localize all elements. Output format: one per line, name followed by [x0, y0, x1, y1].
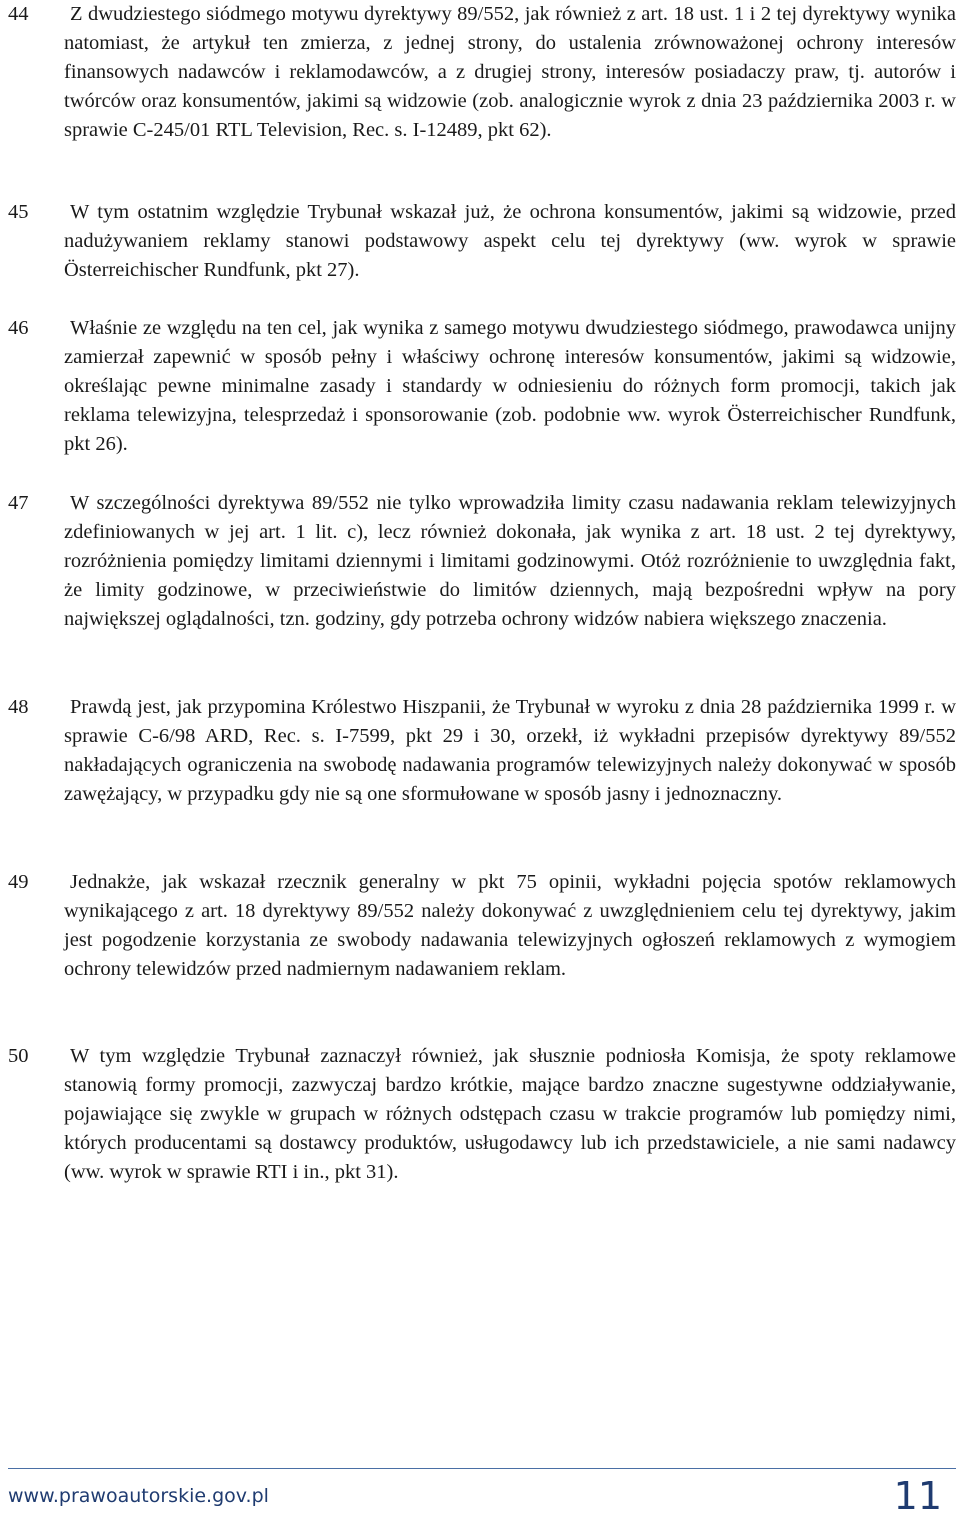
paragraph-number: 48: [8, 696, 29, 718]
paragraph-text: W szczególności dyrektywa 89/552 nie tylko wprowadziła limity czasu nadawania reklam telewizyjnych zdefiniowanych w jej art. 1 lit. c), lecz również dokonała, jak wynika z art. 18 ust. 2 tej dyrektywy, rozróżnienia pomiędzy limitami dziennymi i limitami godzinowymi. Otóż rozróżnienie to uwzględnia fakt, że limity godzinowe, w przeciwieństwie do limitów dziennych, mają bezpośredni wpływ na pory największej oglądalności, tzn. godziny, gdy potrzeba ochrony widzów nabiera większego znaczenia.: [64, 492, 956, 630]
paragraph-number: 45: [8, 201, 29, 223]
paragraph-number: 47: [8, 492, 29, 514]
paragraph-text: Jednakże, jak wskazał rzecznik generalny w pkt 75 opinii, wykładni pojęcia spotów reklamowych wynikającego z art. 18 dyrektywy 89/552 należy dokonywać z uwzględnieniem celu tej dyrektywy, jakim jest pogodzenie korzystania ze swobody nadawania telewizyjnych ogłoszeń reklamowych z wymogiem ochrony telewidzów przed nadmiernym nadawaniem reklam.: [64, 871, 956, 980]
footer-url: www.prawoautorskie.gov.pl: [8, 1485, 269, 1507]
paragraph-number: 49: [8, 871, 29, 893]
paragraph-number: 44: [8, 3, 29, 25]
paragraph-text: Z dwudziestego siódmego motywu dyrektywy 89/552, jak również z art. 18 ust. 1 i 2 tej dyrektywy wynika natomiast, że artykuł ten zmierza, z jednej strony, do ustalenia zrównoważonej ochrony interesów finansowych nadawców i reklamodawców, a z drugiej strony, interesów posiadaczy praw, tj. autorów i twórców oraz konsumentów, jakimi są widzowie (zob. analogicznie wyrok z dnia 23 października 2003 r. w sprawie C-245/01 RTL Television, Rec. s. I-12489, pkt 62).: [64, 3, 956, 141]
paragraph-number: 46: [8, 317, 29, 339]
paragraph-text: W tym względzie Trybunał zaznaczył również, jak słusznie podniosła Komisja, że spoty reklamowe stanowią formy promocji, zazwyczaj bardzo krótkie, mające bardzo znaczne sugestywne oddziaływanie, pojawiające się zwykle w grupach w różnych odstępach czasu w trakcie programów lub pomiędzy nimi, których producentami są dostawcy produktów, usługodawcy lub ich przedstawiciele, a nie sami nadawcy (ww. wyrok w sprawie RTI i in., pkt 31).: [64, 1045, 956, 1183]
paragraph-number: 50: [8, 1045, 29, 1067]
page-number: 11: [893, 1474, 942, 1518]
paragraph-text: W tym ostatnim względzie Trybunał wskazał już, że ochrona konsumentów, jakimi są widzowie, przed nadużywaniem reklamy stanowi podstawowy aspekt celu tej dyrektywy (ww. wyrok w sprawie Österreichischer Rundfunk, pkt 27).: [64, 201, 956, 281]
paragraph-text: Prawdą jest, jak przypomina Królestwo Hiszpanii, że Trybunał w wyroku z dnia 28 października 1999 r. w sprawie C-6/98 ARD, Rec. s. I-7599, pkt 29 i 30, orzekł, iż wykładni przepisów dyrektywy 89/552 nakładających ograniczenia na swobodę nadawania programów telewizyjnych należy dokonywać w sposób zawężający, w przypadku gdy nie są one sformułowane w sposób jasny i jednoznaczny.: [64, 696, 956, 805]
paragraph-text: Właśnie ze względu na ten cel, jak wynika z samego motywu dwudziestego siódmego, prawodawca unijny zamierzał zapewnić w sposób pełny i właściwy ochronę interesów konsumentów, jakimi są widzowie, określając pewne minimalne zasady i standardy w odniesieniu do różnych form promocji, takich jak reklama telewizyjna, telesprzedaż i sponsorowanie (zob. podobnie ww. wyrok Österreichischer Rundfunk, pkt 26).: [64, 317, 956, 455]
footer-divider: [8, 1468, 956, 1469]
